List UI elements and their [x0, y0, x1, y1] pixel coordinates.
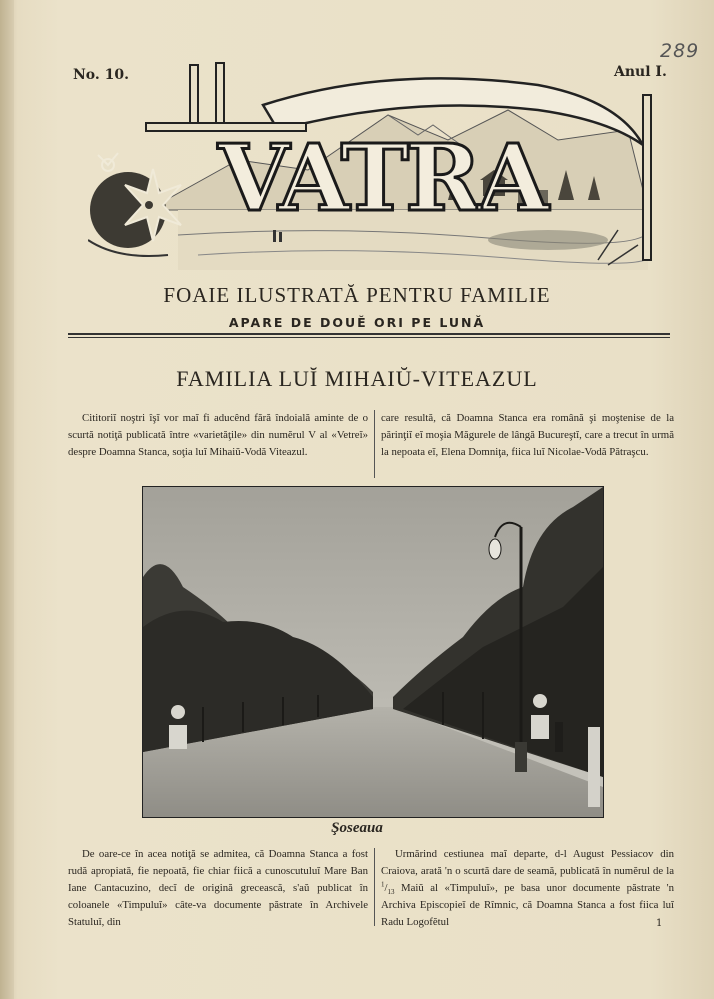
column-bottom-right	[381, 846, 674, 931]
paragraph-text: Urmărind cestiunea maĭ departe, d-l August Pessiacov din Craiova, arată 'n o scurtă dare de seamă, publicată în numĕrul de la	[381, 848, 674, 877]
fraction-denominator: 13	[387, 888, 395, 897]
masthead-subtagline: APARE DE DOUĔ ORI PE LUNĂ	[228, 315, 486, 330]
avenue-photo-drawing	[143, 487, 603, 817]
paragraph: care resultă, că Doamna Stanca era română şi moştenise de la părinţiĭ eĭ moşia Măgurele de lângă Bucureştĭ, care a trecut în urmă la nepoata eĭ, Elena Domniţa, fiica luĭ Nicolae-Vodă Pătraşcu.	[381, 412, 674, 458]
column-divider	[374, 410, 375, 478]
binding-gutter	[0, 0, 14, 999]
publication-year: Anul I.	[614, 64, 667, 80]
paragraph: Cititoriĭ noştri îşĭ vor maĭ fi aducênd fără îndoială aminte de o scurtă notiţă publicată între «varietăţile» din numĕrul V al «Vetreĭ» despre Doamna Stanca, soţia luĭ Mihaiŭ-Vodă Viteazul.	[68, 412, 368, 458]
header-rule-thick	[68, 333, 670, 335]
masthead-logo: VATRA	[218, 124, 545, 232]
issue-number: No. 10.	[73, 67, 129, 83]
column-bottom-left	[68, 846, 368, 931]
article-title: FAMILIA LUĬ MIHAIŬ-VITEAZUL	[176, 366, 538, 391]
paragraph: De oare-ce în acea notiţă se admitea, că Doamna Stanca a fost rudă apropiată, fie nepoată, fie chiar fiică a cunoscutuluĭ Mare Ban Iane Cantacuzino, decĭ de origină grecească, s'aŭ publicat în coloanele «Timpuluĭ» câte-va documente păstrate în Archivele Statuluĭ, din	[68, 848, 368, 928]
page-number: 1	[656, 918, 663, 929]
paragraph: Urmărind cestiunea maĭ departe, d-l August Pessiacov din Craiova, arată 'n o scurtă dare de seamă, publicată în numĕrul de la $^1/_{13}$ Maiŭ al «Timpuluĭ», pe basa unor documente păstrate 'n Archiva Episcopieĭ de Rîmnic, că Doamna Stanca a fost fiica luĭ Radu Logofĕtul	[381, 848, 674, 928]
photograph-soseaua	[142, 486, 604, 818]
masthead-illustration	[88, 60, 658, 275]
paragraph-text: Maiŭ al «Timpuluĭ», pe basa unor documente păstrate 'n Archiva Episcopieĭ de Rîmnic, că Doamna Stanca a fost fiica luĭ Radu Logofĕtul	[381, 882, 674, 928]
column-top-right	[381, 410, 674, 461]
header-rule-thin	[68, 337, 670, 338]
column-top-left	[68, 410, 368, 461]
fraction-numerator: 1	[381, 880, 385, 889]
column-divider	[374, 848, 375, 926]
photo-caption: Şoseaua	[331, 820, 383, 836]
masthead-tagline: FOAIE ILUSTRATĂ PENTRU FAMILIE	[163, 283, 551, 307]
handwritten-page-number: 289	[660, 40, 700, 62]
